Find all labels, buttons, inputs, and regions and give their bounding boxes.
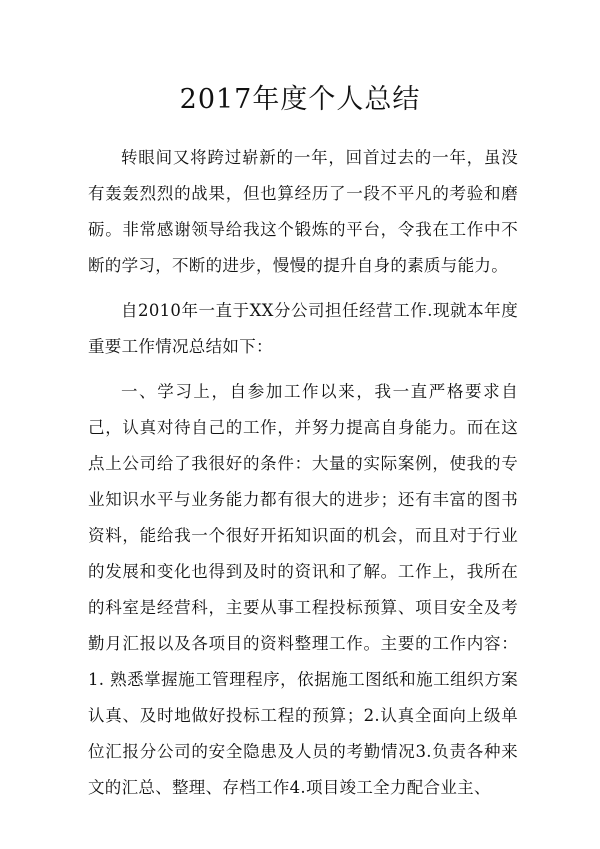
paragraph-intro: 转眼间又将跨过崭新的一年，回首过去的一年，虽没有轰轰烈烈的战果，但也算经历了一段不平凡的考验和磨砺。非常感谢领导给我这个锻炼的平台，令我在工作中不断的学习，不断的进步，慢慢的提升自身的素质与能力。 <box>88 148 518 275</box>
document-body <box>88 140 518 806</box>
paragraph-summary-lead: 自2010年一直于XX分公司担任经营工作.现就本年度重要工作情况总结如下： <box>88 301 518 356</box>
paragraph-study-and-work: 一、学习上，自参加工作以来，我一直严格要求自己，认真对待自己的工作，并努力提高自身能力。而在这点上公司给了我很好的条件：大量的实际案例，使我的专业知识水平与业务能力都有很大的进步；还有丰富的图书资料，能给我一个很好开拓知识面的机会，而且对于行业的发展和变化也得到及时的资讯和了解。工作上，我所在的科室是经营科，主要从事工程投标预算、项目安全及考勤月汇报以及各项目的资料整理工作。主要的工作内容：1. 熟悉掌握施工管理程序，依据施工图纸和施工组织方案认真、及时地做好投标工程的预算；2.认真全面向上级单位汇报分公司的安全隐患及人员的考勤情况3.负责各种来文的汇总、整理、存档工作4.项目竣工全力配合业主、 <box>88 382 518 797</box>
document-title: 2017年度个人总结 <box>179 84 421 115</box>
